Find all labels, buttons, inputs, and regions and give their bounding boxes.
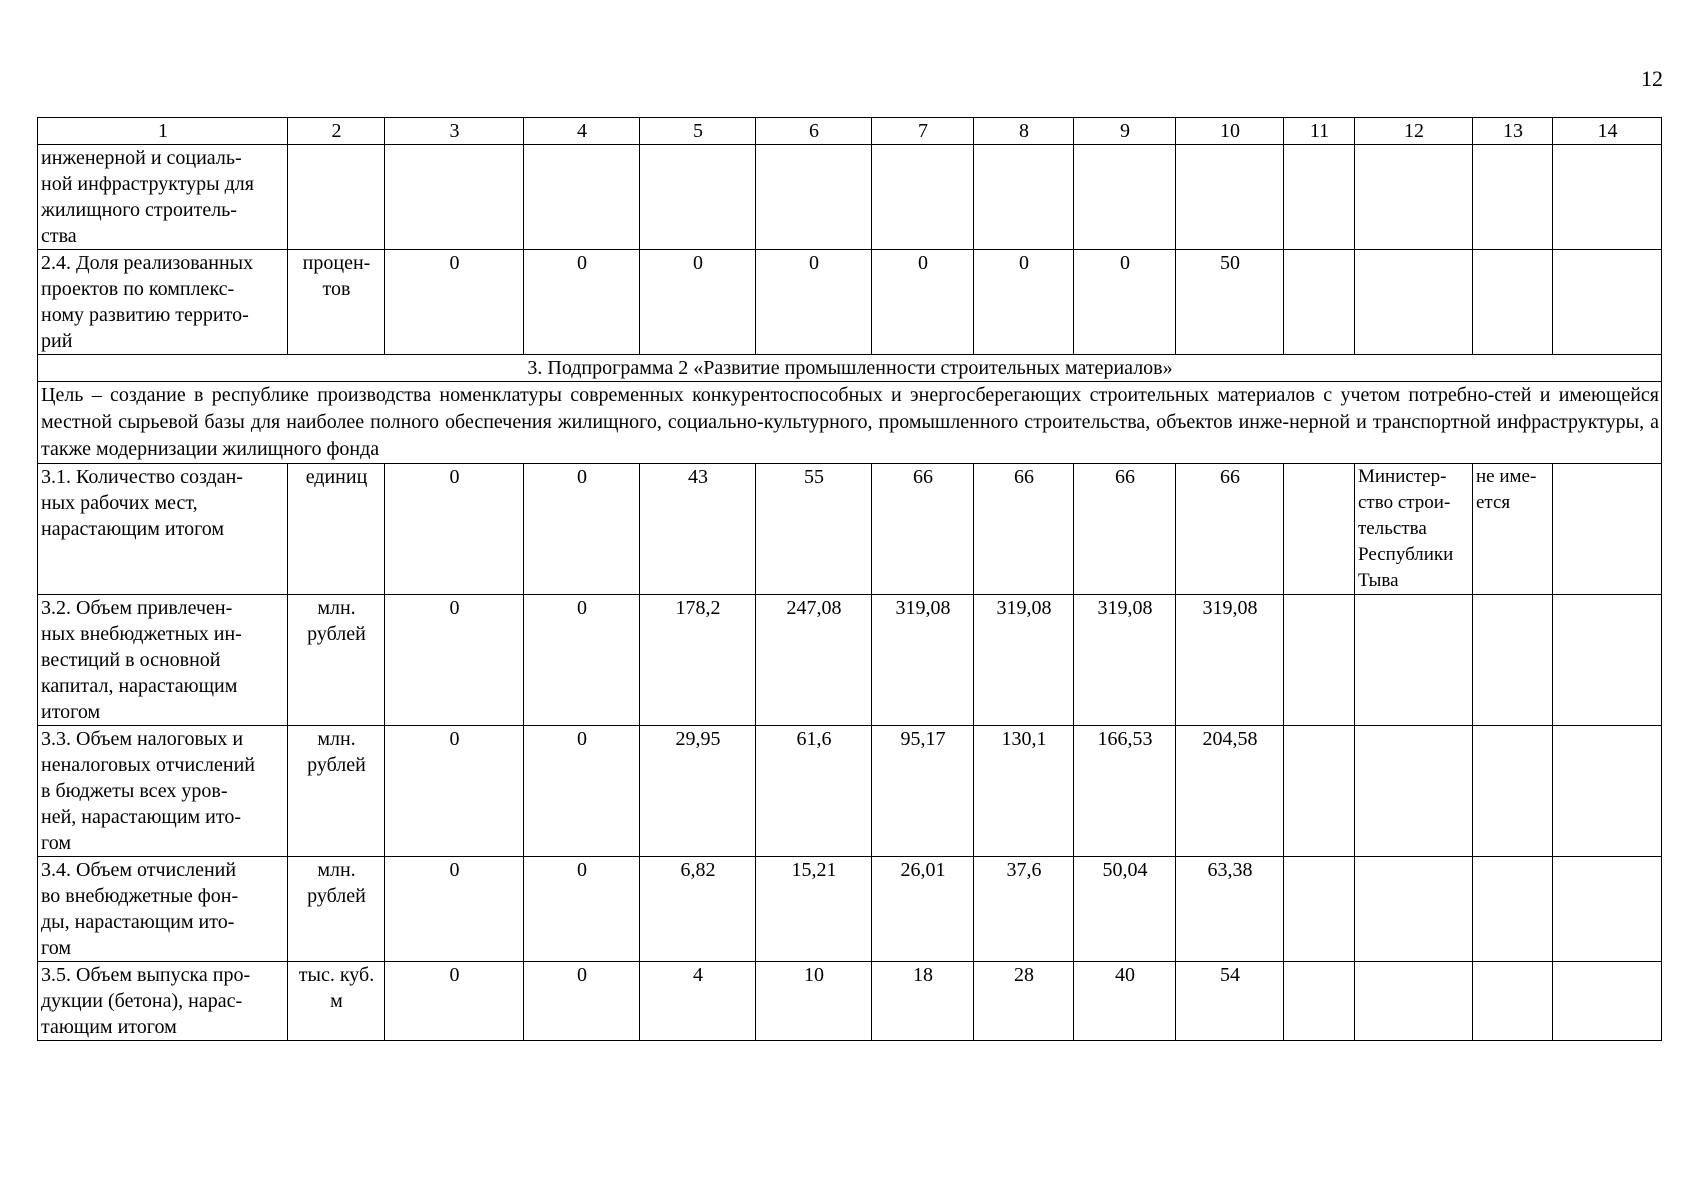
col13-cell: не име- ется [1473,464,1553,595]
column-header-13: 13 [1473,118,1553,145]
value-cell: 319,08 [974,595,1074,726]
column-header-7: 7 [872,118,974,145]
value-cell: 319,08 [872,595,974,726]
value-cell: 0 [524,250,640,355]
col14-cell [1553,857,1662,962]
value-cell: 4 [640,962,756,1041]
value-cell [756,145,872,250]
value-cell: 0 [385,464,524,595]
responsible-cell [1355,145,1473,250]
goal-row [38,382,1662,464]
col14-cell [1553,145,1662,250]
column-header-9: 9 [1074,118,1176,145]
indicator-name: 3.2. Объем привлечен- ных внебюджетных ин- вестиций в основной капитал, нарастающим итогом [38,595,288,726]
responsible-cell [1355,726,1473,857]
unit-cell: единиц [288,464,385,595]
value-cell: 247,08 [756,595,872,726]
table-row [38,464,1662,595]
col11-cell [1284,726,1355,857]
col13-cell [1473,250,1553,355]
value-cell: 0 [385,726,524,857]
value-cell: 50,04 [1074,857,1176,962]
value-cell: 55 [756,464,872,595]
value-cell [872,145,974,250]
value-cell: 0 [385,962,524,1041]
value-cell: 319,08 [1074,595,1176,726]
indicator-name: 2.4. Доля реализованных проектов по комплекс- ному развитию террито- рий [38,250,288,355]
column-header-12: 12 [1355,118,1473,145]
indicator-name: 3.5. Объем выпуска про- дукции (бетона), нарас- тающим итогом [38,962,288,1041]
column-header-6: 6 [756,118,872,145]
value-cell: 66 [974,464,1074,595]
value-cell: 130,1 [974,726,1074,857]
table-row [38,962,1662,1041]
responsible-cell: Министер- ство строи- тельства Республики Тыва [1355,464,1473,595]
col11-cell [1284,595,1355,726]
column-number-row [38,118,1662,145]
col14-cell [1553,595,1662,726]
col14-cell [1553,726,1662,857]
value-cell: 319,08 [1176,595,1284,726]
unit-cell: млн. рублей [288,857,385,962]
value-cell [640,145,756,250]
value-cell: 15,21 [756,857,872,962]
value-cell: 0 [524,464,640,595]
value-cell: 6,82 [640,857,756,962]
col11-cell [1284,962,1355,1041]
value-cell: 50 [1176,250,1284,355]
value-cell: 0 [524,962,640,1041]
value-cell: 66 [1074,464,1176,595]
unit-cell: млн. рублей [288,726,385,857]
value-cell: 0 [524,857,640,962]
col14-cell [1553,464,1662,595]
value-cell [1074,145,1176,250]
col14-cell [1553,250,1662,355]
value-cell: 29,95 [640,726,756,857]
indicator-name: 3.1. Количество создан- ных рабочих мест, нарастающим итогом [38,464,288,595]
value-cell: 0 [524,726,640,857]
col13-cell [1473,726,1553,857]
value-cell: 18 [872,962,974,1041]
value-cell: 61,6 [756,726,872,857]
value-cell: 95,17 [872,726,974,857]
page-number: 12 [1641,66,1663,91]
column-header-8: 8 [974,118,1074,145]
indicator-name: инженерной и социаль- ной инфраструктуры для жилищного строитель- ства [38,145,288,250]
value-cell [385,145,524,250]
value-cell: 10 [756,962,872,1041]
column-header-10: 10 [1176,118,1284,145]
unit-cell: тыс. куб. м [288,962,385,1041]
value-cell: 40 [1074,962,1176,1041]
value-cell: 0 [385,595,524,726]
indicator-name: 3.3. Объем налоговых и неналоговых отчислений в бюджеты всех уров- ней, нарастающим ито- гом [38,726,288,857]
section-row [38,355,1662,382]
value-cell: 26,01 [872,857,974,962]
value-cell: 0 [524,595,640,726]
value-cell: 204,58 [1176,726,1284,857]
section-title: 3. Подпрограмма 2 «Развитие промышленности строительных материалов» [38,355,1662,382]
value-cell: 66 [872,464,974,595]
col13-cell [1473,857,1553,962]
value-cell: 43 [640,464,756,595]
col13-cell [1473,962,1553,1041]
value-cell [974,145,1074,250]
goal-text: Цель – создание в республике производства номенклатуры современных конкурентоспособных и энергосберегающих строительных материалов с учетом потребно-стей и имеющейся местной сырьевой базы для наиболее полного обеспечения жилищного, социально-культурного, промышленного строительства, объектов инже-нерной и транспортной инфраструктуры, а также модернизации жилищного фонда [38,382,1662,464]
column-header-1: 1 [38,118,288,145]
value-cell: 0 [1074,250,1176,355]
unit-cell [288,145,385,250]
table-row [38,726,1662,857]
col14-cell [1553,962,1662,1041]
value-cell: 66 [1176,464,1284,595]
value-cell [1176,145,1284,250]
table-row [38,250,1662,355]
indicator-name: 3.4. Объем отчислений во внебюджетные фон- ды, нарастающим ито- гом [38,857,288,962]
value-cell: 0 [872,250,974,355]
column-header-5: 5 [640,118,756,145]
value-cell: 166,53 [1074,726,1176,857]
value-cell: 178,2 [640,595,756,726]
column-header-4: 4 [524,118,640,145]
value-cell: 0 [640,250,756,355]
value-cell: 0 [385,857,524,962]
table-body [38,118,1662,1041]
responsible-cell [1355,595,1473,726]
value-cell: 37,6 [974,857,1074,962]
value-cell: 0 [756,250,872,355]
col13-cell [1473,595,1553,726]
table-row [38,145,1662,250]
value-cell: 63,38 [1176,857,1284,962]
responsible-cell [1355,857,1473,962]
column-header-3: 3 [385,118,524,145]
col13-cell [1473,145,1553,250]
responsible-cell [1355,250,1473,355]
col11-cell [1284,145,1355,250]
value-cell: 0 [385,250,524,355]
column-header-11: 11 [1284,118,1355,145]
table-row [38,857,1662,962]
unit-cell: процен- тов [288,250,385,355]
col11-cell [1284,250,1355,355]
responsible-cell [1355,962,1473,1041]
col11-cell [1284,857,1355,962]
unit-cell: млн. рублей [288,595,385,726]
indicators-table [37,117,1662,1041]
value-cell: 28 [974,962,1074,1041]
column-header-2: 2 [288,118,385,145]
table-row [38,595,1662,726]
value-cell [524,145,640,250]
column-header-14: 14 [1553,118,1662,145]
value-cell: 54 [1176,962,1284,1041]
col11-cell [1284,464,1355,595]
value-cell: 0 [974,250,1074,355]
